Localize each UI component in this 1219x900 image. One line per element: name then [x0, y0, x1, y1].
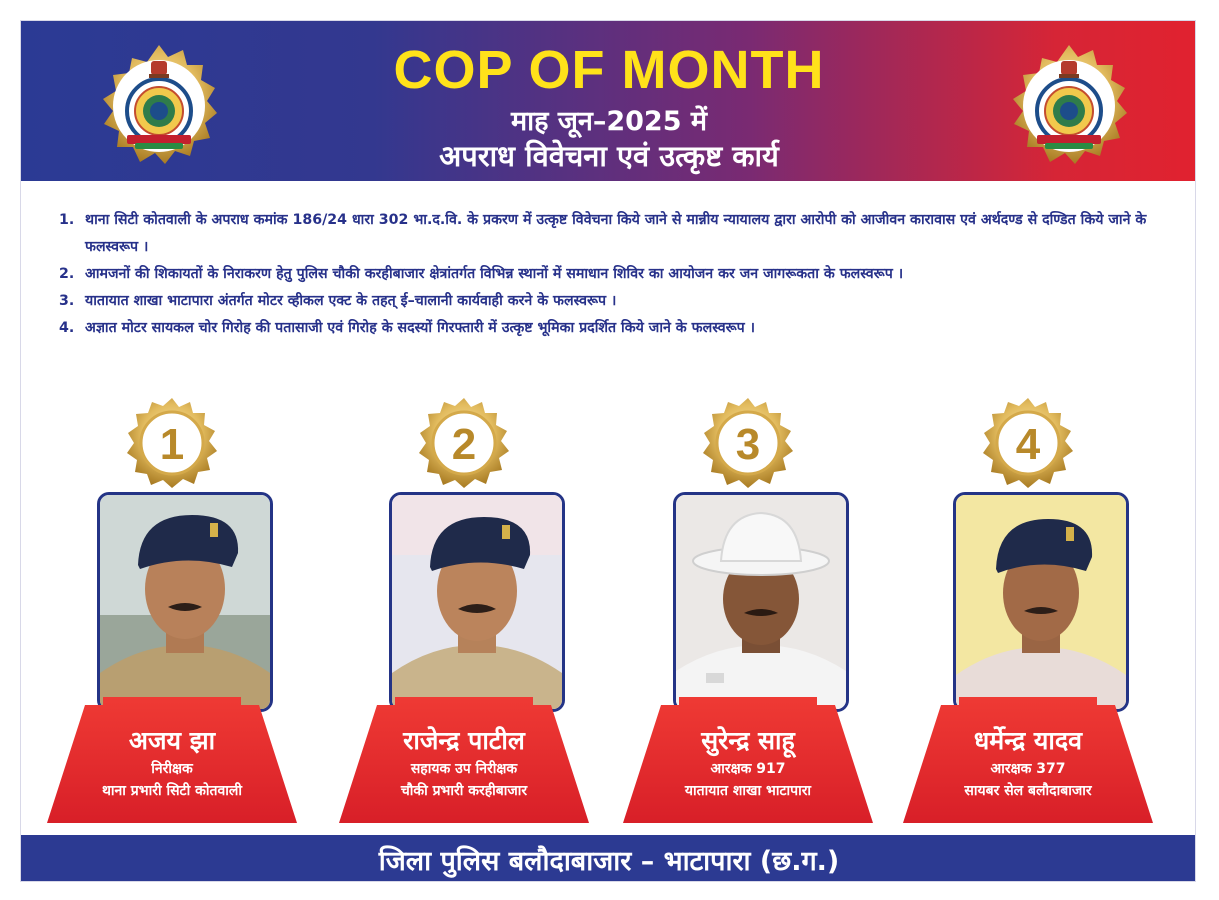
header-banner [21, 21, 1196, 181]
ashoka-lion-icon [1059, 61, 1079, 78]
officer-posting: यातायात शाखा भाटापारा [684, 783, 812, 799]
officer-card-2 [339, 397, 589, 827]
officer-name: धर्मेन्द्र यादव [973, 726, 1083, 755]
officer-designation: आरक्षक 917 [710, 761, 786, 777]
achievement-number: 2. [59, 266, 75, 282]
achievement-number: 1. [59, 212, 75, 228]
rank-number: 4 [1015, 420, 1041, 469]
achievement-item [59, 315, 1187, 342]
officer-name-banner [623, 697, 873, 823]
rank-medal [418, 397, 510, 489]
rank-medal [982, 397, 1074, 489]
achievement-text: अज्ञात मोटर सायकल चोर गिरोह की पतासाजी एवं गिरोह के सदस्यों गिरफ्तारी में उत्कृष्ट भूमिका प्रदर्शित किये जाने के फलस्वरूप । [85, 320, 756, 336]
officer-name-banner [47, 697, 297, 823]
police-emblem-right [1005, 43, 1133, 171]
achievement-text: थाना सिटी कोतवाली के अपराध कमांक 186/24 धारा 302 भा.द.वि. के प्रकरण में उत्कृष्ट विवेचना किये जाने से मान्नीय न्यायालय द्वारा आरोपी को आजीवन कारावास एवं अर्थदण्ड से दण्डित किये जाने के फलस्वरूप । [85, 212, 1147, 255]
rank-medal [126, 397, 218, 489]
officer-photo [389, 492, 565, 712]
award-category-subtitle: अपराध विवेचना एवं उत्कृष्ट कार्य [439, 139, 779, 173]
officer-posting: थाना प्रभारी सिटी कोतवाली [101, 783, 243, 799]
officer-name: अजय झा [128, 726, 216, 755]
officer-photo [953, 492, 1129, 712]
officer-posting: चौकी प्रभारी करहीबाजार [400, 783, 528, 799]
officer-designation: निरीक्षक [151, 761, 193, 777]
officer-name-banner [903, 697, 1153, 823]
achievement-text: यातायात शाखा भाटापारा अंतर्गत मोटर व्हीकल एक्ट के तहत् ई–चालानी कार्यवाही करने के फलस्वरूप । [85, 293, 617, 309]
officer-name: सुरेन्द्र साहू [701, 726, 795, 755]
achievement-item [59, 261, 1187, 288]
officer-card-4 [903, 397, 1153, 827]
officer-card-3 [623, 397, 873, 827]
achievement-item [59, 288, 1187, 315]
achievement-list [59, 207, 1187, 342]
achievement-number: 4. [59, 320, 75, 336]
rank-medal [702, 397, 794, 489]
officer-photo [673, 492, 849, 712]
officer-name-banner [339, 697, 589, 823]
achievement-text: आमजनों की शिकायतों के निराकरण हेतु पुलिस चौकी करहीबाजार क्षेत्रांतर्गत विभिन्न स्थानों में समाधान शिविर का आयोजन कर जन जागरूकता के फलस्वरूप । [85, 266, 904, 282]
officer-designation: आरक्षक 377 [990, 761, 1066, 777]
cop-of-month-poster [20, 20, 1196, 882]
officer-designation: सहायक उप निरीक्षक [410, 761, 518, 777]
rank-number: 3 [735, 420, 761, 469]
poster-title: COP OF MONTH [393, 40, 825, 100]
rank-number: 2 [451, 420, 477, 469]
officer-photo [97, 492, 273, 712]
month-subtitle: माह जून–2025 में [510, 106, 708, 137]
rank-number: 1 [159, 420, 185, 469]
footer-banner [21, 835, 1196, 882]
achievement-number: 3. [59, 293, 75, 309]
achievement-item [59, 207, 1187, 261]
district-police-footer: जिला पुलिस बलौदाबाजार – भाटापारा (छ.ग.) [378, 846, 840, 877]
officer-posting: सायबर सेल बलौदाबाजार [964, 783, 1092, 799]
officer-card-1 [47, 397, 297, 827]
officer-name: राजेन्द्र पाटील [403, 726, 525, 755]
